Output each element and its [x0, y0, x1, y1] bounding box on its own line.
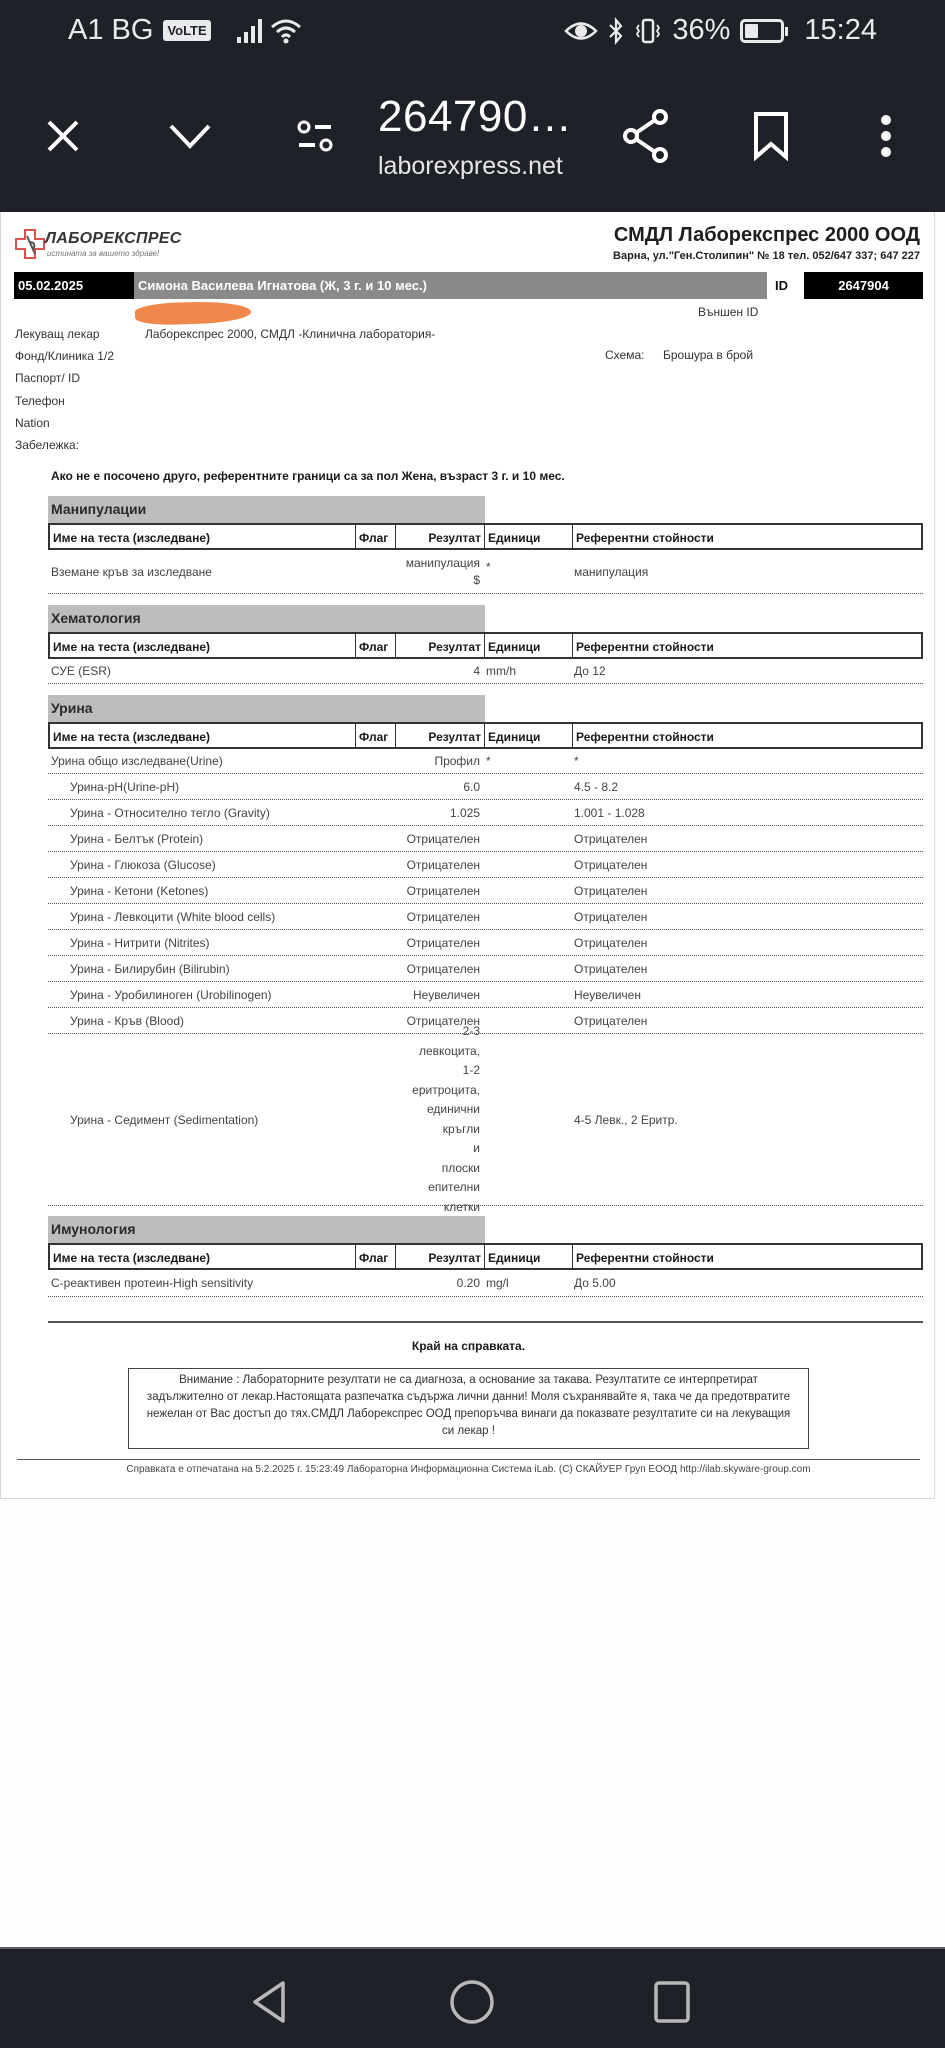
section-title: Урина: [48, 695, 485, 722]
cell-reference: Отрицателен: [574, 1013, 648, 1028]
recents-icon: [652, 1980, 692, 2024]
cell-result: Отрицателен: [406, 961, 480, 976]
column-header-flag: Флаг: [356, 724, 396, 747]
results-section: [48, 605, 923, 684]
battery-icon: [740, 19, 784, 43]
footer-divider: [17, 1459, 920, 1460]
print-footer: Справката е отпечатана на 5.2.2025 г. 15:23:49 Лабораторна Информационна Система iLab. (C) СКАЙУЕР Груп ЕООД http://ilab.skyware-group.com: [126, 1464, 811, 1475]
bookmark-icon: [752, 111, 790, 161]
cell-reference: 4-5 Левк., 2 Еритр.: [574, 1112, 678, 1127]
patient-name: Симона Василева Игнатова (Ж, 3 г. и 10 мес.): [138, 278, 427, 293]
lab-name: СМДЛ Лаборекспрес 2000 ООД: [613, 224, 920, 246]
id-label: ID: [775, 278, 788, 293]
redaction-mark: [135, 300, 252, 326]
patient-bar: [14, 272, 767, 299]
table-row: [48, 852, 923, 878]
column-header-reference: Референтни стойности: [576, 640, 714, 654]
cell-result: 6.0: [463, 779, 480, 794]
table-row: [48, 826, 923, 852]
cell-reference: 4.5 - 8.2: [574, 779, 619, 794]
volte-badge: VoLTE: [163, 20, 210, 41]
table-row: [48, 1270, 923, 1297]
column-header-name: Име на теста (изследване): [50, 634, 356, 657]
page-settings-button[interactable]: [285, 106, 345, 166]
cell-result: Отрицателен: [406, 1013, 480, 1028]
section-title: Хематология: [48, 605, 485, 632]
info-label: Лекуващ лекар: [15, 327, 100, 341]
chevron-down-icon: [168, 122, 212, 150]
column-header-result: Резултат: [396, 525, 485, 548]
cell-reference: *: [574, 754, 579, 768]
info-label: Телефон: [15, 393, 65, 408]
column-header-reference: Референтни стойности: [576, 1251, 714, 1265]
cell-name: Урина общо изследване(Urine): [51, 754, 223, 768]
cell-result: Отрицателен: [406, 909, 480, 924]
table-row: [48, 1024, 923, 1214]
column-header-result: Резултат: [396, 634, 485, 657]
cell-units: mg/l: [486, 1276, 509, 1290]
cell-name: Урина - Глюкоза (Glucose): [70, 857, 216, 872]
column-header-reference: Референтни стойности: [576, 531, 714, 545]
cell-result: Неувеличен: [413, 987, 480, 1002]
table-row: [48, 550, 923, 594]
cell-result: Отрицателен: [406, 935, 480, 950]
info-label: Nation: [15, 415, 50, 430]
cell-reference: Неувеличен: [574, 987, 641, 1002]
back-icon: [250, 1980, 290, 2024]
info-value: Лаборекспрес 2000, СМДЛ -Клинична лаборатория-: [145, 327, 436, 341]
status-bar: [0, 0, 945, 66]
divider: [48, 1321, 923, 1323]
results-section: [48, 1216, 923, 1297]
column-header-units: Единици: [485, 1245, 573, 1268]
cell-name: СУЕ (ESR): [51, 664, 111, 678]
signal-icon: [237, 19, 262, 43]
page-url: laborexpress.net: [378, 152, 563, 180]
custom-tab-toolbar: [0, 66, 945, 212]
cell-result: 4: [473, 664, 480, 678]
cell-reference: Отрицателен: [574, 961, 648, 976]
cell-result: 2-3 левкоцита, 1-2 еритроцита, единични кръгли и плоски епителни клетки: [412, 1024, 480, 1214]
column-header-flag: Флаг: [356, 634, 396, 657]
column-header-units: Единици: [485, 724, 573, 747]
bluetooth-icon: [608, 17, 624, 45]
lab-address: Варна, ул."Ген.Столипин" № 18 тел. 052/647 337; 647 227: [613, 250, 920, 262]
more-button[interactable]: [856, 106, 916, 166]
column-header-result: Резултат: [396, 1245, 485, 1268]
column-header-flag: Флаг: [356, 525, 396, 548]
info-label: Забележка:: [15, 438, 80, 452]
scheme-value: Брошура в брой: [663, 348, 754, 362]
cell-name: Урина - Седимент (Sedimentation): [70, 1112, 259, 1127]
column-header-units: Единици: [485, 525, 573, 548]
table-header: [48, 1243, 923, 1270]
close-button[interactable]: [33, 106, 93, 166]
section-title: Имунология: [48, 1216, 485, 1243]
cell-reference: 1.001 - 1.028: [574, 805, 645, 820]
scheme-label: Схема:: [605, 348, 645, 362]
cell-name: Урина - Уробилиноген (Urobilinogen): [70, 987, 272, 1002]
recents-button[interactable]: [647, 1977, 697, 2027]
column-header-units: Единици: [485, 634, 573, 657]
cell-reference: манипулация: [574, 564, 649, 579]
cell-name: Урина - Относително тегло (Gravity): [70, 805, 270, 820]
table-row: [48, 749, 923, 774]
cell-result: Отрицателен: [406, 883, 480, 898]
table-row: [48, 774, 923, 800]
reference-note: Ако не е посочено друго, референтните граници са за пол Жена, възраст 3 г. и 10 мес.: [51, 469, 565, 483]
share-icon: [621, 108, 671, 164]
cell-name: Урина - Кетони (Ketones): [70, 883, 209, 898]
back-button[interactable]: [245, 1977, 295, 2027]
battery-percent: 36%: [672, 14, 731, 46]
system-nav-bar: [0, 1947, 945, 2048]
logo-tagline: истината за вашето здраве!: [47, 249, 160, 258]
cell-result: Профил: [434, 754, 480, 768]
cell-name: Урина - Нитрити (Nitrites): [70, 935, 210, 950]
cell-reference: До 5.00: [574, 1276, 616, 1290]
cell-units: mm/h: [486, 664, 516, 678]
close-icon: [45, 118, 81, 154]
wifi-icon: [270, 18, 302, 44]
cell-reference: Отрицателен: [574, 831, 648, 846]
cell-name: Урина - Белтък (Protein): [70, 831, 204, 846]
bookmark-button[interactable]: [741, 106, 801, 166]
column-header-name: Име на теста (изследване): [50, 1245, 356, 1268]
page-title: 264790…: [378, 92, 573, 141]
home-icon: [449, 1979, 495, 2025]
lab-logo: [15, 228, 182, 264]
table-header: [48, 632, 923, 659]
cell-name: Вземане кръв за изследване: [51, 564, 212, 579]
logo-text: ЛАБОРЕКСПРЕС: [45, 230, 182, 247]
info-label: Паспорт/ ID: [15, 371, 81, 386]
more-vert-icon: [879, 114, 893, 158]
cell-reference: До 12: [574, 664, 606, 678]
cell-result: 1.025: [449, 805, 480, 820]
section-title: Манипулации: [48, 496, 485, 523]
home-button[interactable]: [447, 1977, 497, 2027]
external-id-label: Външен ID: [698, 305, 759, 319]
cell-name: C-реактивен протеин-High sensitivity: [51, 1276, 254, 1290]
cell-result: манипулация $: [405, 555, 480, 587]
table-header: [48, 523, 923, 550]
carrier-name: A1 BG: [68, 14, 154, 46]
report-date: 05.02.2025: [14, 272, 134, 299]
table-row: [48, 659, 923, 684]
cell-result: 0.20: [456, 1276, 480, 1290]
medical-cross-logo-icon: [15, 228, 45, 260]
eye-icon: [564, 20, 598, 42]
vibrate-icon: [634, 17, 662, 45]
cell-name: Урина - Левкоцити (White blood cells): [70, 909, 276, 924]
table-row: [48, 800, 923, 826]
cell-result: Отрицателен: [406, 857, 480, 872]
info-label: Фонд/Клиника 1/2: [15, 349, 114, 364]
clock: 15:24: [804, 14, 877, 46]
cell-reference: Отрицателен: [574, 883, 648, 898]
table-row: [48, 904, 923, 930]
column-header-name: Име на теста (изследване): [50, 525, 356, 548]
table-row: [48, 956, 923, 982]
column-header-reference: Референтни стойности: [576, 730, 714, 744]
collapse-button[interactable]: [160, 106, 220, 166]
column-header-flag: Флаг: [356, 1245, 396, 1268]
table-row: [48, 930, 923, 956]
page-settings-icon: [295, 116, 335, 156]
table-row: [48, 878, 923, 904]
column-header-result: Резултат: [396, 724, 485, 747]
cell-name: Урина-pH(Urine-pH): [70, 779, 180, 794]
table-row: [48, 1008, 923, 1034]
cell-reference: Отрицателен: [574, 935, 648, 950]
lab-report-document: [0, 212, 935, 1499]
cell-result: Отрицателен: [406, 831, 480, 846]
cell-name: Урина - Кръв (Blood): [70, 1013, 184, 1028]
cell-units: *: [486, 559, 491, 574]
cell-reference: Отрицателен: [574, 857, 648, 872]
share-button[interactable]: [616, 106, 676, 166]
cell-name: Урина - Билирубин (Bilirubin): [70, 961, 230, 976]
table-row: [48, 982, 923, 1008]
disclaimer-box: Внимание : Лабораторните резултати не са диагноза, а основание за такава. Резултатите се интерпретират задължително от лекар.Настоящата разпечатка съдържа лични данни! Моля съхранявайте я, така че да предотвратите нежелан от Вас достъп до тях.СМДЛ Лаборекспрес ООД препоръчва винаги да показвате резултатите си на лекуващия си лекар !: [128, 1368, 809, 1449]
report-id: 2647904: [804, 272, 923, 299]
results-section: [48, 695, 923, 1214]
cell-reference: Отрицателен: [574, 909, 648, 924]
column-header-name: Име на теста (изследване): [50, 724, 356, 747]
end-of-report: Край на справката.: [411, 1339, 526, 1353]
results-section: [48, 496, 923, 594]
cell-units: *: [486, 754, 491, 768]
table-header: [48, 722, 923, 749]
